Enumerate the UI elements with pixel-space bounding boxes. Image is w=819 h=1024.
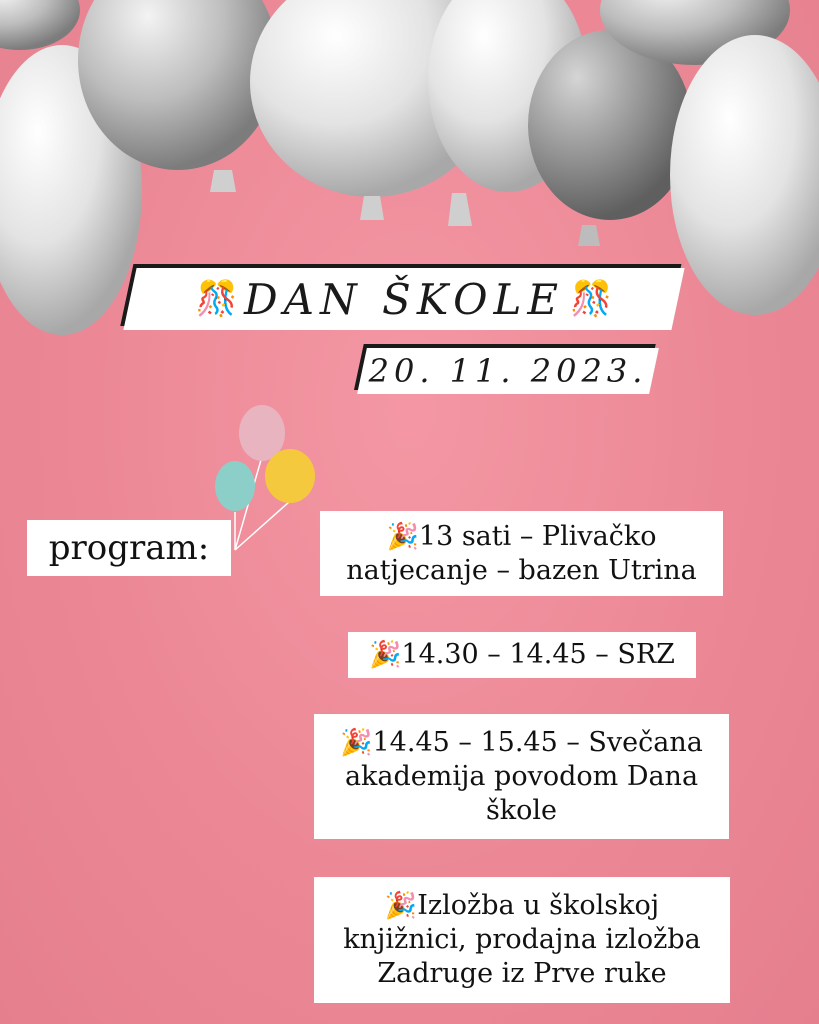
balloon-right xyxy=(670,35,819,315)
party-popper-icon: 🎉 xyxy=(384,891,418,921)
balloon-knot-2 xyxy=(360,196,384,220)
program-item-text: 14.45 – 15.45 – Svečana akademija povodom Dana škole xyxy=(344,726,703,826)
party-popper-icon: 🎉 xyxy=(340,727,373,758)
yellow-balloon xyxy=(265,449,315,503)
program-item-srz xyxy=(348,632,696,678)
program-item-academy xyxy=(314,714,729,839)
balloon-knot-3 xyxy=(448,193,472,226)
program-item-exhibition xyxy=(314,877,730,1003)
party-popper-icon: 🎉 xyxy=(386,521,419,552)
title-text: DAN ŠKOLE xyxy=(243,274,565,324)
balloon-knot-1 xyxy=(210,170,236,192)
page-title xyxy=(130,268,678,330)
program-label: program: xyxy=(27,520,231,576)
program-item-text: 13 sati – Plivačko natjecanje – bazen Utrina xyxy=(346,520,697,586)
ribbon-icon-right: 🎊 xyxy=(570,279,613,319)
ribbon-icon-left: 🎊 xyxy=(195,279,238,319)
program-item-swimming xyxy=(320,511,723,596)
program-item-text: 14.30 – 14.45 – SRZ xyxy=(401,639,675,670)
balloon-knot-4 xyxy=(578,225,600,246)
party-popper-icon: 🎉 xyxy=(369,640,402,670)
program-item-text: Izložba u školskoj knjižnici, prodajna izložba Zadruge iz Prve ruke xyxy=(343,890,701,989)
balloon-top-left xyxy=(0,0,80,50)
teal-balloon xyxy=(215,461,255,511)
event-date: 20. 11. 2023. xyxy=(368,352,648,390)
